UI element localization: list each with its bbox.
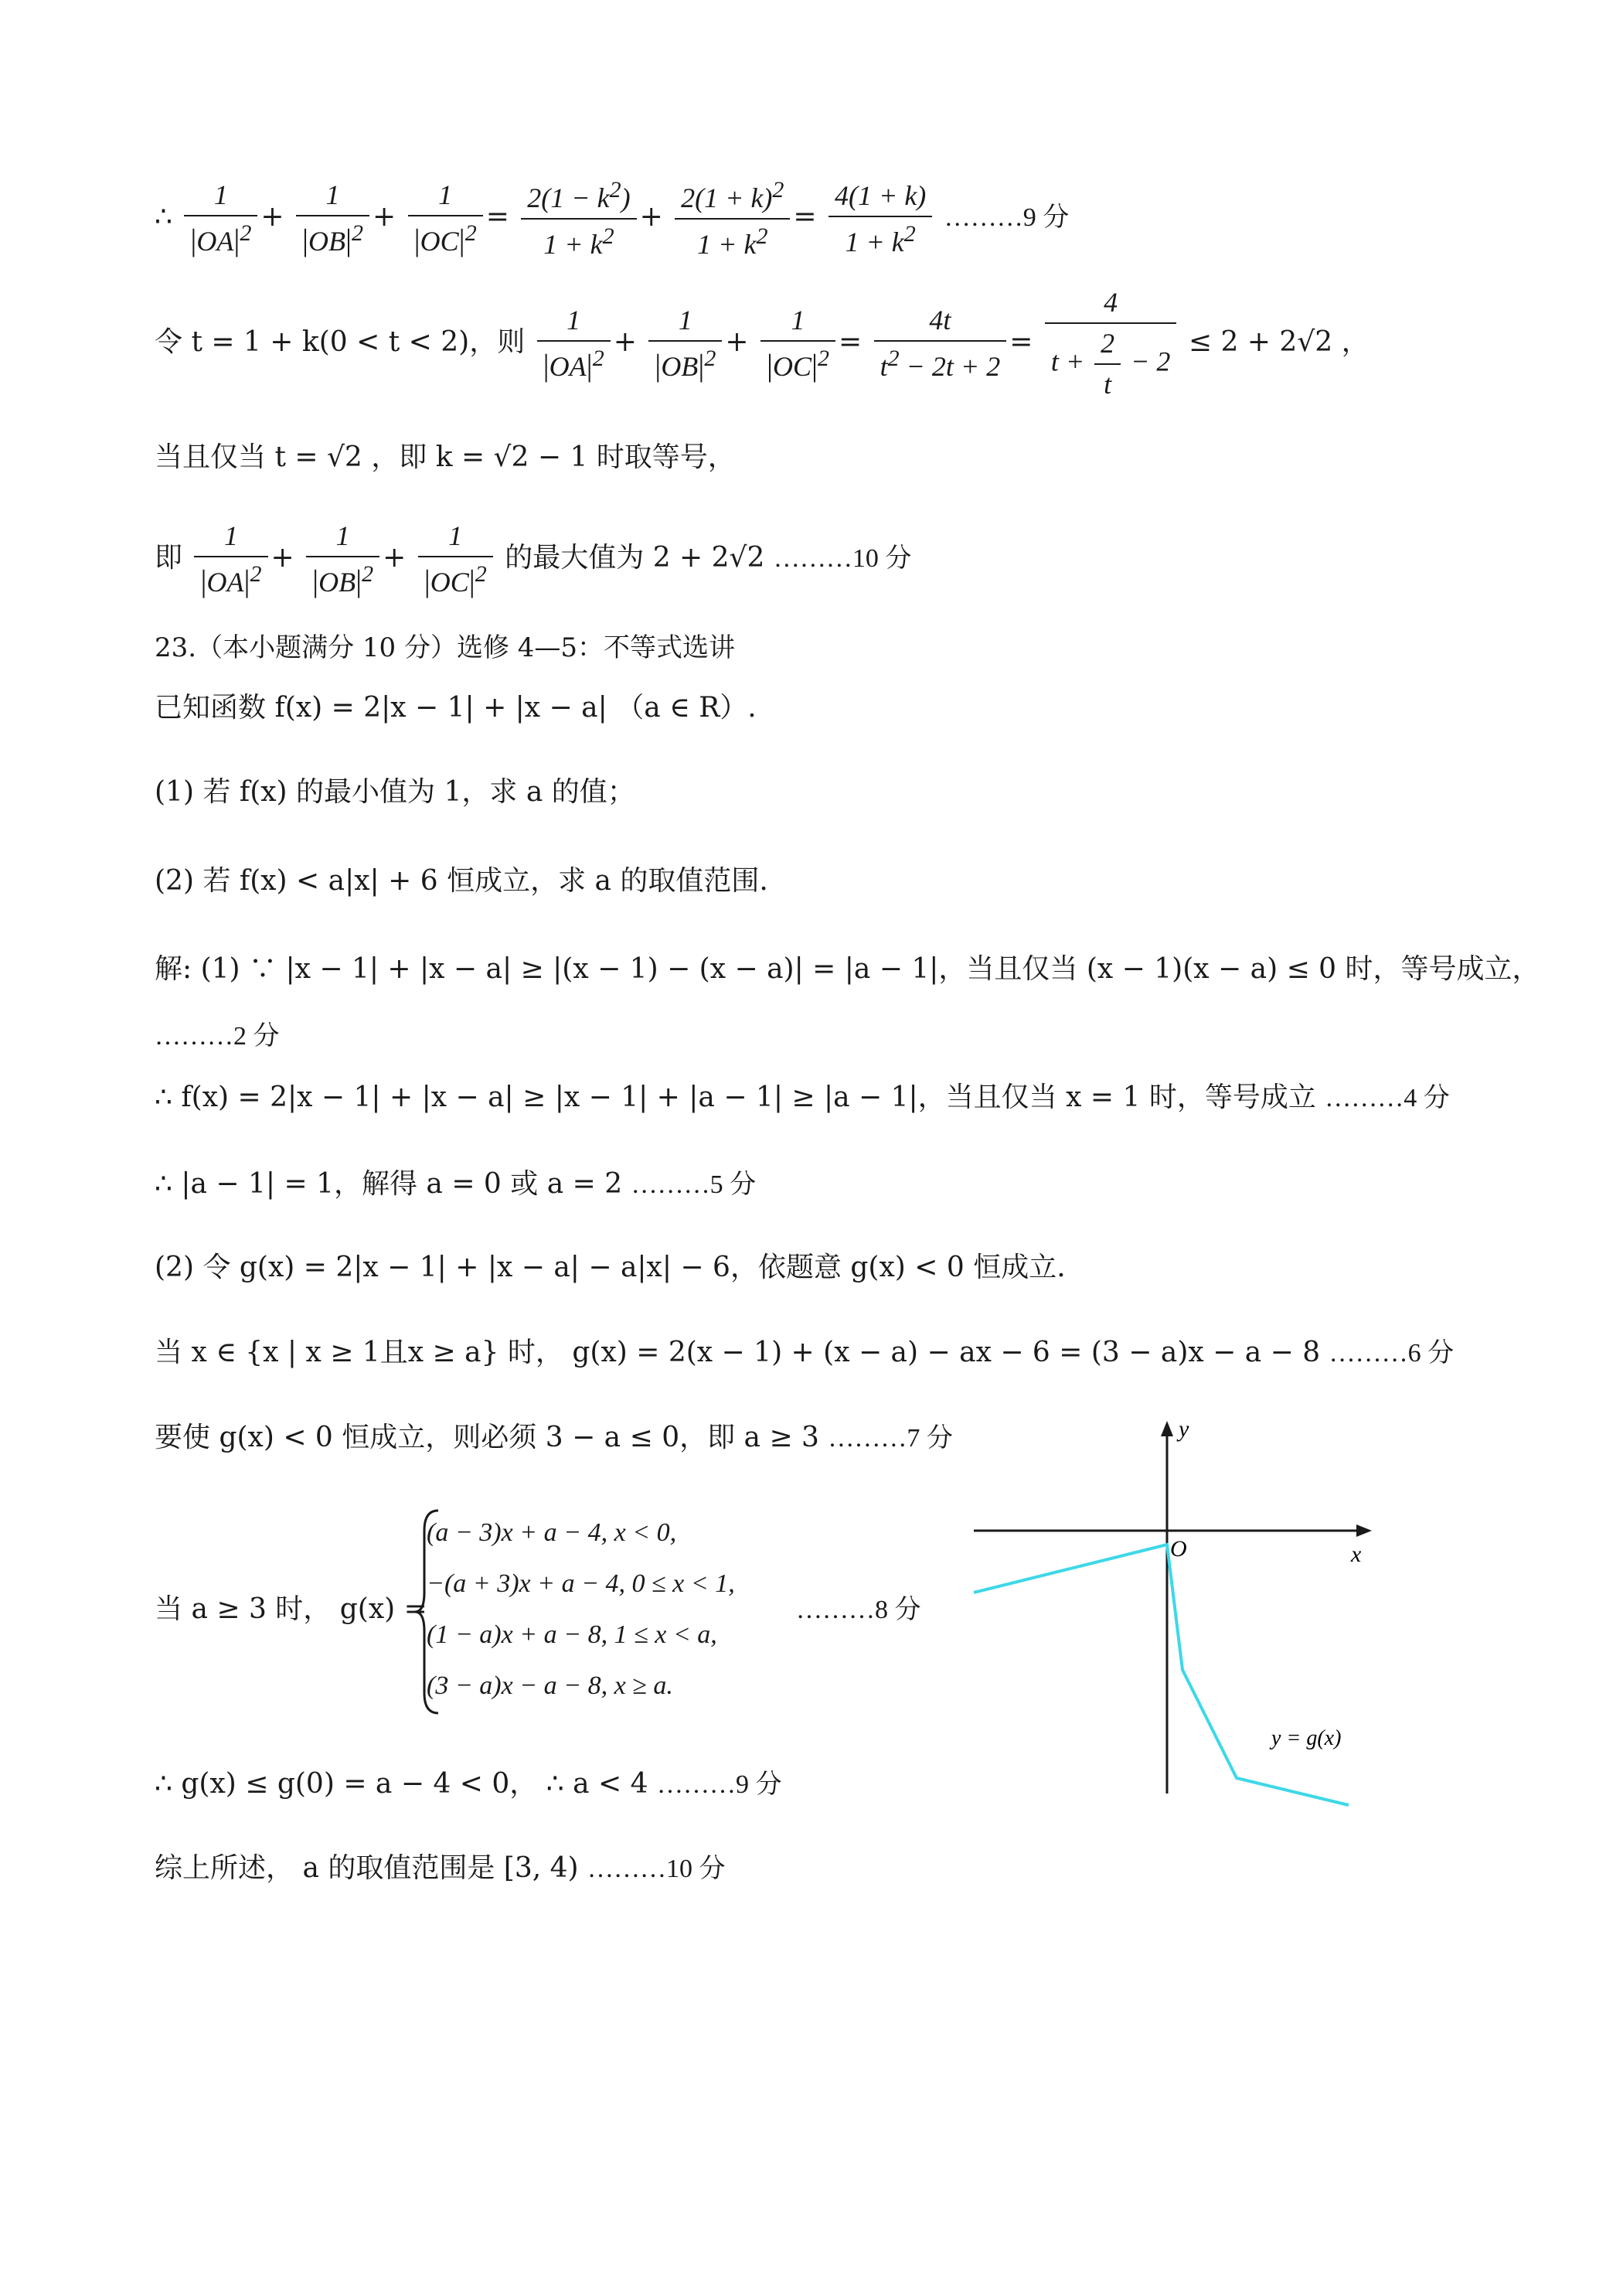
score-line-8: ………8 分 — [796, 1596, 921, 1624]
substitution-bound: ≤ 2 + 2√2 ， — [1188, 325, 1370, 358]
equation-sum-expression: ∴ $\frac{1}{|OA|^2}$ + $\frac{1}{|OB|^2}$ + $\frac{1}{|OC|^2}$ = $\frac{2(1 - k^2)}{1 + k^2}$ + $\frac{2(1 + k)^2}{1 + k^2}$ = $\frac{4(1 + k)}{1 + k^2}$ ………9 分 — [155, 177, 1070, 261]
score-7: 7 分 — [907, 1424, 953, 1453]
piecewise-prefix: 当 a ≥ 3 时， g(x) = — [155, 1593, 427, 1625]
score-5: 5 分 — [709, 1170, 757, 1199]
case-large-x-text: 当 x ∈ {x | x ≥ 1且x ≥ a} 时， g(x) = 2(x − 1) + (x − a) − ax − 6 = (3 − a)x − a − 8 — [155, 1337, 1321, 1368]
solution-part-1-start: 解: (1) ∵ |x − 1| + |x − a| ≥ |(x − 1) − (x − a)| = |a − 1|，当且仅当 (x − 1)(x − a) ≤ 0 时，等号成立， — [155, 953, 1540, 985]
score-4: 4 分 — [1404, 1084, 1450, 1112]
solution-f-bound: ∴ f(x) = 2|x − 1| + |x − a| ≥ |x − 1| + |a − 1| ≥ |a − 1|，当且仅当 x = 1 时，等号成立 ………4 分 — [155, 1082, 1450, 1113]
score-2: 2 分 — [233, 1022, 280, 1051]
substitution-line: 令 t = 1 + k(0 < t < 2)，则 $\frac{1}{|OA|^2}$ + $\frac{1}{|OB|^2}$ + $\frac{1}{|OC|^2}$ = $\frac{4t}{t^2 - 2t + 2}$ = 4 t + $\frac{2}{t}$ − 2 ≤ 2 + 2√2 ， — [155, 287, 1370, 400]
a-values-text: ∴ |a − 1| = 1，解得 a = 0 或 a = 2 — [155, 1168, 623, 1200]
solution-part-2-start: (2) 令 g(x) = 2|x − 1| + |x − a| − a|x| − 6，依题意 g(x) < 0 恒成立. — [155, 1252, 1066, 1283]
f-bound-text: ∴ f(x) = 2|x − 1| + |x − a| ≥ |x − 1| + |a − 1| ≥ |a − 1|，当且仅当 x = 1 时，等号成立 — [155, 1082, 1316, 1113]
upper-bound-text: ∴ g(x) ≤ g(0) = a − 4 < 0， ∴ a < 4 — [155, 1768, 648, 1800]
substitution-prefix: 令 t = 1 + k(0 < t < 2)，则 — [155, 325, 526, 358]
score-6: 6 分 — [1407, 1339, 1455, 1368]
problem-23-heading: 23.（本小题满分 10 分）选修 4—5：不等式选讲 — [155, 632, 736, 663]
score-9-b: 9 分 — [735, 1770, 782, 1799]
maximum-prefix: 即 — [155, 542, 183, 574]
maximum-line: 即 $\frac{1}{|OA|^2}$ + $\frac{1}{|OB|^2}$ + $\frac{1}{|OC|^2}$ 的最大值为 2 + 2√2 ………10 分 — [155, 520, 912, 599]
question-part-2: (2) 若 f(x) < a|x| + 6 恒成立，求 a 的取值范围. — [155, 865, 768, 897]
case-row: (3 − a)x − a − 8, x ≥ a. — [427, 1671, 673, 1700]
maximum-value: 的最大值为 2 + 2√2 — [505, 542, 765, 574]
g-curve — [974, 1545, 1349, 1805]
solution-case-large-x: 当 x ∈ {x | x ≥ 1且x ≥ a} 时， g(x) = 2(x − 1) + (x − a) − ax − 6 = (3 − a)x − a − 8 ………6 分 — [155, 1337, 1455, 1368]
condition-a-text: 要使 g(x) < 0 恒成立，则必须 3 − a ≤ 0，即 a ≥ 3 — [155, 1422, 819, 1453]
solution-condition-a: 要使 g(x) < 0 恒成立，则必须 3 − a ≤ 0，即 a ≥ 3 ………7 分 — [155, 1422, 953, 1453]
x-axis-arrow — [1356, 1524, 1372, 1537]
solution-a-values: ∴ |a − 1| = 1，解得 a = 0 或 a = 2 ………5 分 — [155, 1168, 757, 1200]
g-graph — [958, 1407, 1391, 1809]
score-8: 8 分 — [875, 1596, 921, 1624]
x-axis-label: x — [1351, 1541, 1362, 1567]
y-axis-arrow — [1161, 1421, 1173, 1436]
score-10-a: 10 分 — [852, 544, 912, 574]
piecewise-cases — [427, 1507, 735, 1712]
solution-conclusion: 综上所述， a 的取值范围是 [3, 4) ………10 分 — [155, 1852, 726, 1884]
y-axis-label: y — [1179, 1416, 1189, 1442]
origin-label: O — [1170, 1536, 1187, 1562]
case-row: (1 − a)x + a − 8, 1 ≤ x < a, — [427, 1620, 717, 1649]
case-row: (a − 3)x + a − 4, x < 0, — [427, 1518, 677, 1547]
curve-label: y = g(x) — [1271, 1726, 1342, 1750]
score-9-a: 9 分 — [1022, 203, 1070, 233]
function-definition: 已知函数 f(x) = 2|x − 1| + |x − a| （a ∈ R）. — [155, 692, 757, 724]
solution-upper-bound: ∴ g(x) ≤ g(0) = a − 4 < 0， ∴ a < 4 ………9 分 — [155, 1768, 782, 1800]
question-part-1: (1) 若 f(x) 的最小值为 1，求 a 的值； — [155, 776, 635, 808]
conclusion-text: 综上所述， a 的取值范围是 [3, 4) — [155, 1852, 579, 1884]
case-row: −(a + 3)x + a − 4, 0 ≤ x < 1, — [427, 1569, 735, 1598]
score-line-2: ………2 分 — [155, 1022, 280, 1051]
piecewise-intro — [155, 1593, 427, 1626]
equality-condition: 当且仅当 t = √2 ，即 k = √2 − 1 时取等号， — [155, 441, 736, 473]
score-10-b: 10 分 — [666, 1855, 726, 1883]
